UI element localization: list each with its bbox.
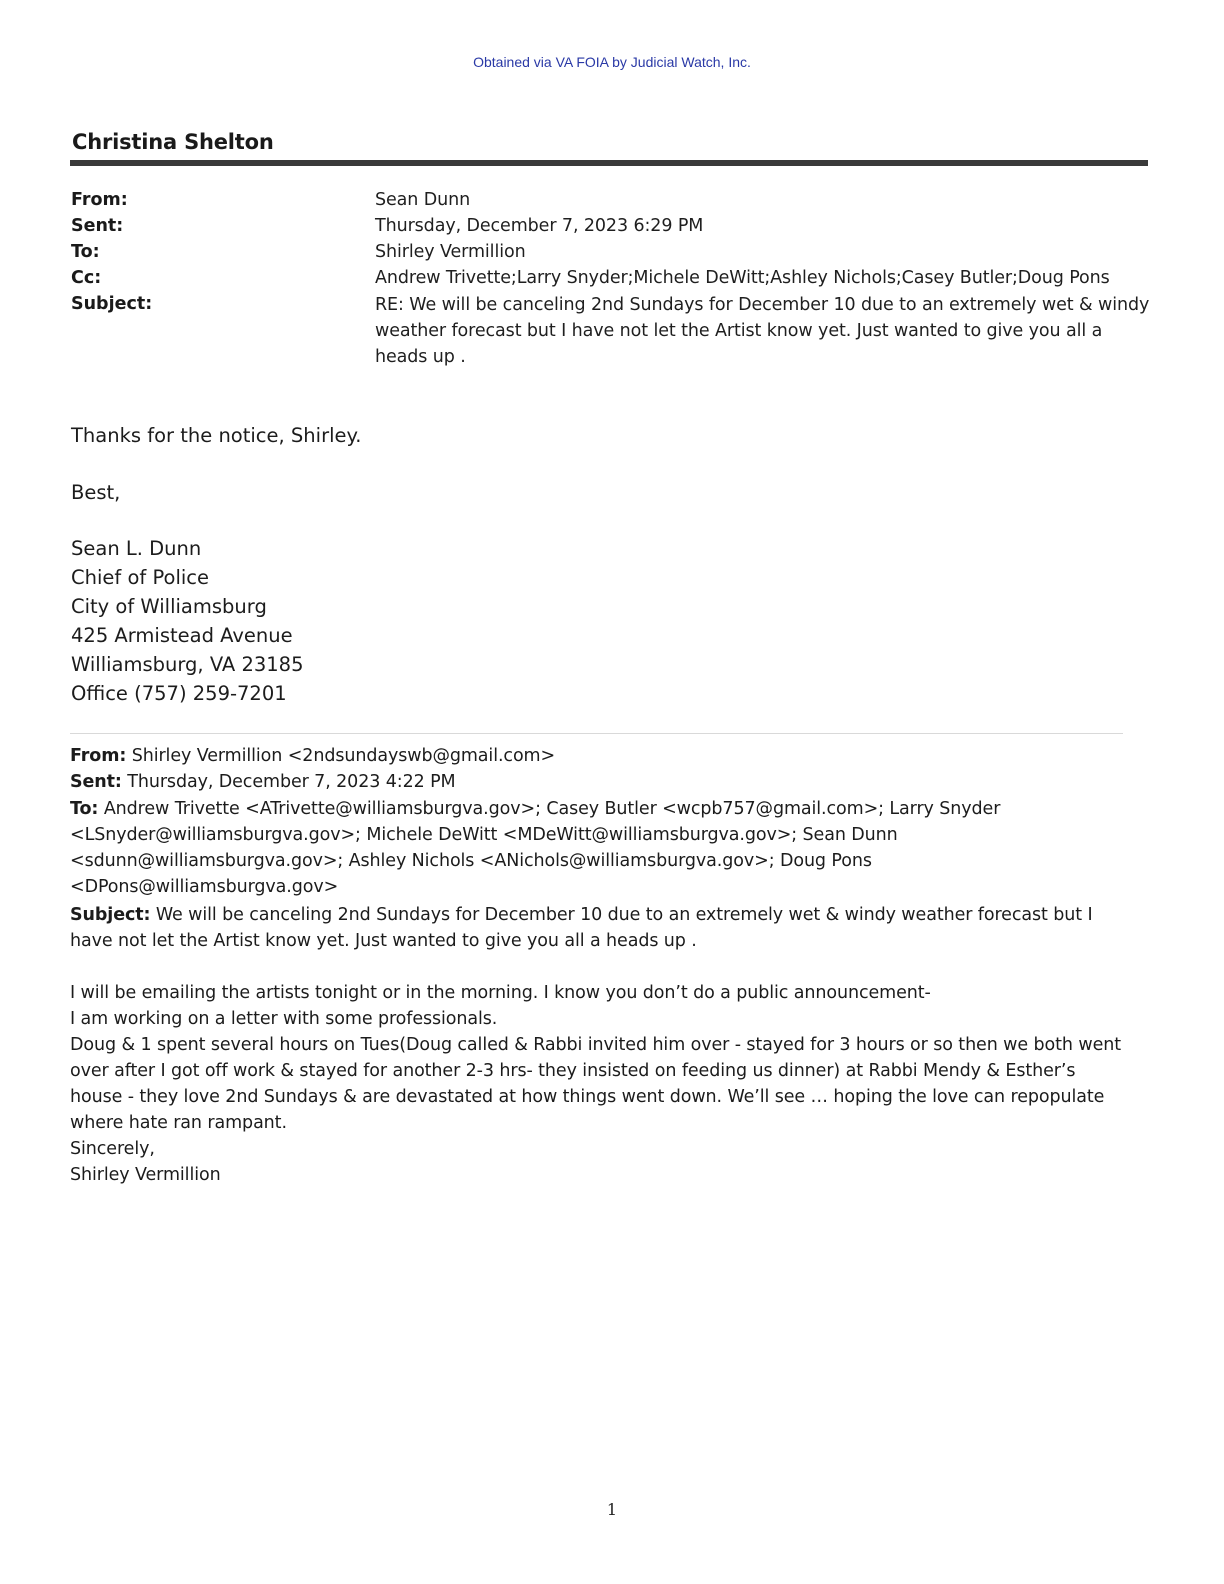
signature-phone: Office (757) 259-7201 bbox=[71, 682, 287, 705]
original-from-label: From: bbox=[70, 746, 127, 766]
original-to-value: Andrew Trivette <ATrivette@williamsburgva.gov>; Casey Butler <wcpb757@gmail.com>; Larry Snyder <LSnyder@williamsburgva.gov>; Michele DeWitt <MDeWitt@williamsburgva.gov>; Sean Dunn <sdunn@williamsburgva.gov>; Ashley Nichols <ANichols@williamsburgva.gov>; Doug Pons <DPons@williamsburgva.gov> bbox=[70, 799, 1001, 897]
page-number: 1 bbox=[606, 1500, 618, 1519]
subject-label: Subject: bbox=[71, 294, 153, 314]
reply-closing: Best, bbox=[71, 481, 121, 504]
to-label: To: bbox=[71, 242, 100, 262]
signature-name: Sean L. Dunn bbox=[71, 537, 202, 560]
original-from-value: Shirley Vermillion <2ndsundayswb@gmail.com> bbox=[131, 746, 556, 766]
original-body-signoff: Sincerely, bbox=[70, 1139, 155, 1159]
signature-title: Chief of Police bbox=[71, 566, 209, 589]
foia-watermark: Obtained via VA FOIA by Judicial Watch, Inc. bbox=[473, 54, 751, 70]
original-to-line bbox=[70, 796, 1130, 900]
original-to-label: To: bbox=[70, 799, 99, 819]
signature-city: Williamsburg, VA 23185 bbox=[71, 653, 304, 676]
signature-street: 425 Armistead Avenue bbox=[71, 624, 293, 647]
original-subject-value: We will be canceling 2nd Sundays for December 10 due to an extremely wet & windy weather forecast but I have not let the Artist know yet. Just wanted to give you all a heads up . bbox=[70, 905, 1093, 951]
sent-value: Thursday, December 7, 2023 6:29 PM bbox=[375, 216, 704, 236]
signature-organization: City of Williamsburg bbox=[71, 595, 267, 618]
original-body-line: I will be emailing the artists tonight or in the morning. I know you don’t do a public announcement- bbox=[70, 983, 931, 1003]
cc-label: Cc: bbox=[71, 268, 102, 288]
signature-block bbox=[71, 534, 1131, 708]
from-label: From: bbox=[71, 190, 128, 210]
original-sent-line bbox=[70, 769, 1130, 795]
original-subject-label: Subject: bbox=[70, 905, 151, 925]
to-value: Shirley Vermillion bbox=[375, 242, 526, 262]
original-sent-label: Sent: bbox=[70, 772, 122, 792]
from-value: Sean Dunn bbox=[375, 190, 471, 210]
original-body-signature: Shirley Vermillion bbox=[70, 1165, 221, 1185]
original-from-line bbox=[70, 743, 1130, 769]
header-rule bbox=[70, 160, 1148, 166]
cc-value: Andrew Trivette;Larry Snyder;Michele DeWitt;Ashley Nichols;Casey Butler;Doug Pons bbox=[375, 268, 1110, 288]
subject-value: RE: We will be canceling 2nd Sundays for December 10 due to an extremely wet & windy weather forecast but I have not let the Artist know yet. Just wanted to give you all a heads up . bbox=[375, 295, 1150, 367]
sent-label: Sent: bbox=[71, 216, 124, 236]
original-body-paragraph: Doug & 1 spent several hours on Tues(Doug called & Rabbi invited him over - stayed for 3 hours or so then we both went over after I got off work & stayed for another 2-3 hrs- they insisted on feeding us dinner) at Rabbi Mendy & Esther’s house - they love 2nd Sundays & are devastated at how things went down. We’ll see … hoping the love can repopulate where hate ran rampant. bbox=[70, 1035, 1121, 1133]
original-subject-line bbox=[70, 902, 1130, 954]
quoted-message-divider bbox=[70, 733, 1123, 734]
original-sent-value: Thursday, December 7, 2023 4:22 PM bbox=[127, 772, 456, 792]
original-body-line: I am working on a letter with some professionals. bbox=[70, 1009, 498, 1029]
mailbox-owner-name: Christina Shelton bbox=[72, 130, 274, 154]
reply-greeting: Thanks for the notice, Shirley. bbox=[71, 424, 362, 447]
original-body bbox=[70, 980, 1130, 1188]
